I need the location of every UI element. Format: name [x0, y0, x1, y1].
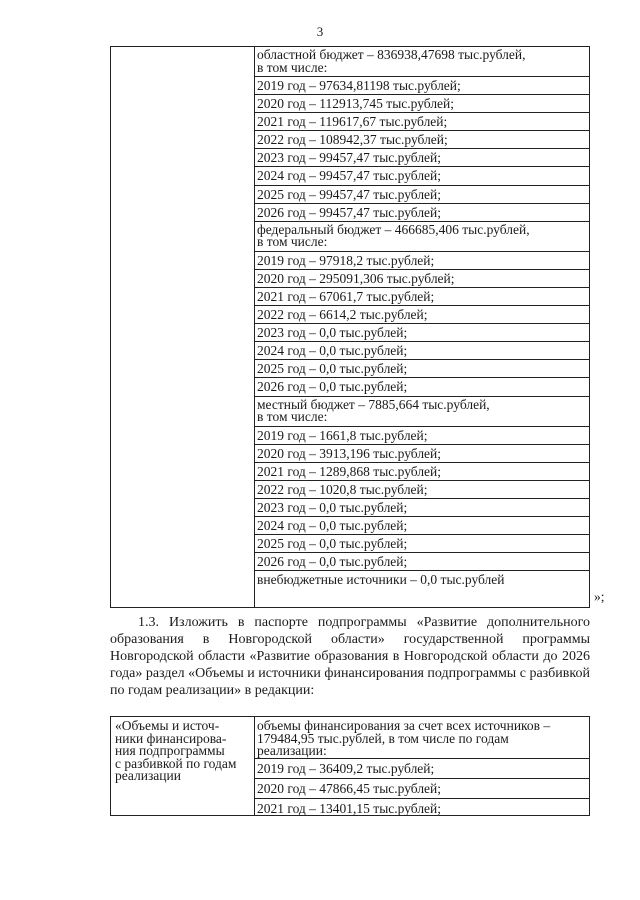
closing-quote: »; — [594, 589, 605, 604]
table-row: 2023 год – 99457,47 тыс.рублей; — [254, 149, 589, 167]
table-row: 2025 год – 0,0 тыс.рублей; — [254, 360, 589, 378]
table-row: объемы финансирования за счет всех источников – 179484,95 тыс.рублей, в том числе по годам реализации: — [254, 717, 589, 759]
page-number: 3 — [316, 24, 324, 39]
table-row: 2023 год – 0,0 тыс.рублей; — [254, 324, 589, 342]
table-row: 2022 год – 108942,37 тыс.рублей; — [254, 131, 589, 149]
table-left-column — [111, 717, 255, 815]
table-row: 2021 год – 13401,15 тыс.рублей; — [257, 801, 442, 816]
table-row: 2023 год – 0,0 тыс.рублей; — [254, 499, 589, 517]
table-row: 2020 год – 295091,306 тыс.рублей; — [254, 270, 589, 288]
table-row: 2020 год – 112913,745 тыс.рублей; — [254, 95, 589, 113]
table-row: 2019 год – 97634,81198 тыс.рублей; — [254, 77, 589, 95]
table-row: федеральный бюджет – 466685,406 тыс.рублей, в том числе: — [254, 222, 589, 252]
table-row: 2022 год – 6614,2 тыс.рублей; — [254, 306, 589, 324]
table-row: 2022 год – 1020,8 тыс.рублей; — [254, 481, 589, 499]
table-row: 2026 год – 0,0 тыс.рублей; — [254, 553, 589, 571]
table-row: местный бюджет – 7885,664 тыс.рублей, в том числе: — [254, 397, 589, 427]
amendment-paragraph — [110, 614, 590, 699]
amendment-paragraph-text: 1.3. Изложить в паспорте подпрограммы «Развитие дополнительного образования в Новгородской области» государственной программы Новгородской области «Развитие образования в Новгородской области до 2026 года» раздел «Объемы и источники финансирования подпрограммы с разбивкой по годам реализации» в редакции: — [110, 615, 590, 698]
table-row: 2020 год – 47866,45 тыс.рублей; — [254, 779, 589, 799]
financing-table-continued — [110, 46, 590, 608]
table-row: 2024 год – 0,0 тыс.рублей; — [254, 342, 589, 360]
table-left-column-empty — [111, 47, 255, 607]
table-row: 2021 год – 1289,868 тыс.рублей; — [254, 463, 589, 481]
table-row: 2025 год – 0,0 тыс.рублей; — [254, 535, 589, 553]
table-row: 2019 год – 97918,2 тыс.рублей; — [254, 252, 589, 270]
table-row: 2024 год – 99457,47 тыс.рублей; — [254, 167, 589, 185]
table-right-column — [254, 717, 589, 818]
table-row: внебюджетные источники – 0,0 тыс.рублей — [257, 572, 505, 588]
table-row: 2025 год – 99457,47 тыс.рублей; — [254, 186, 589, 204]
table-row: 2021 год – 119617,67 тыс.рублей; — [254, 113, 589, 131]
table-right-column — [254, 47, 589, 588]
financing-table-new — [110, 716, 590, 816]
section-title: «Объемы и источ- ники финансирова- ния подпрограммы с разбивкой по годам реализации — [115, 718, 237, 783]
table-row: областной бюджет – 836938,47698 тыс.рублей, в том числе: — [254, 47, 589, 77]
table-row: 2019 год – 36409,2 тыс.рублей; — [254, 759, 589, 779]
table-row: 2019 год – 1661,8 тыс.рублей; — [254, 427, 589, 445]
table-row: 2026 год – 0,0 тыс.рублей; — [254, 378, 589, 396]
table-row: 2021 год – 67061,7 тыс.рублей; — [254, 288, 589, 306]
table-row: 2026 год – 99457,47 тыс.рублей; — [254, 204, 589, 222]
table-row: 2024 год – 0,0 тыс.рублей; — [254, 517, 589, 535]
table-row: 2020 год – 3913,196 тыс.рублей; — [254, 445, 589, 463]
